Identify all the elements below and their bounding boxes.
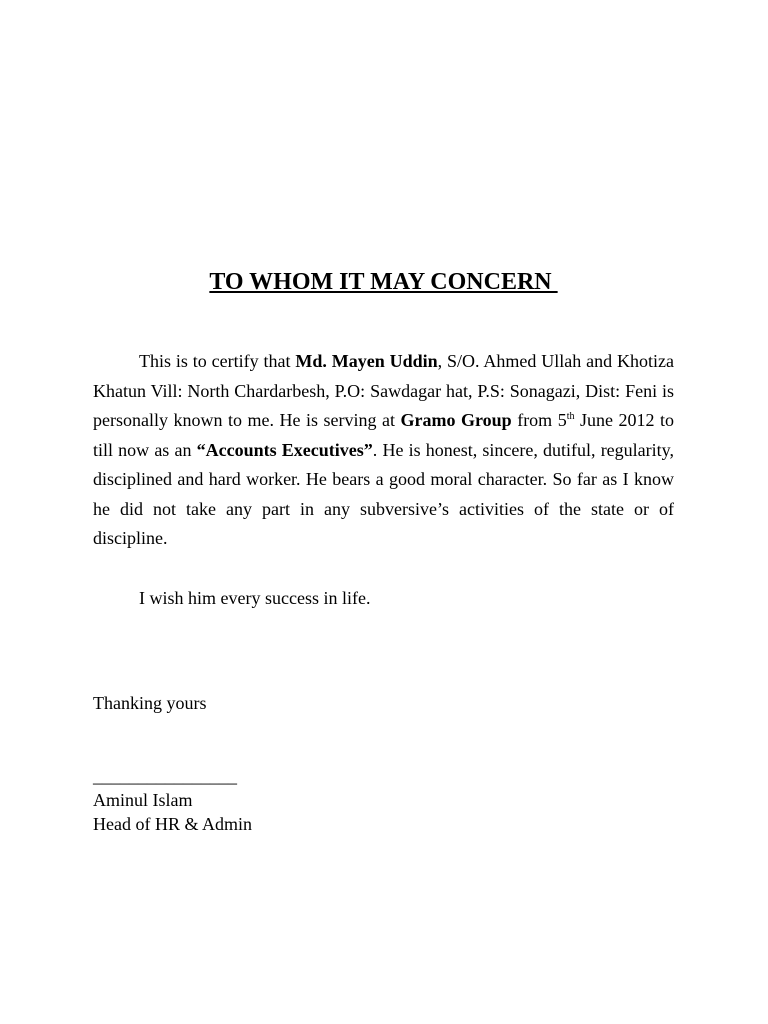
wish-text: I wish him every success in life. [139,588,371,608]
certificate-body [93,347,674,554]
letter-page [93,0,674,1024]
person-name: Md. Mayen Uddin [295,351,438,371]
closing-text: Thanking yours [93,693,207,713]
body-text-2: , S/O. Ahmed Ullah and Khotiza Khatun Vill: North Chardarbesh, P.O: Sawdagar hat, P.S: Sonagazi, Dist: Feni is personally known to me. He is serving at [93,351,674,430]
body-text-1: This is to certify that [139,351,296,371]
signature-line: ________________ [93,766,237,786]
company-name: Gramo Group [400,410,512,430]
ordinal-suffix: th [566,411,575,422]
letter-title: TO WHOM IT MAY CONCERN [209,269,558,295]
body-text-5: . He is honest, sincere, dutiful, regularity, disciplined and hard worker. He bears a good moral character. So far as I know he did not take any part in any subversive’s activities of the state or of discipline. [93,439,674,548]
signer-name: Aminul Islam [93,790,193,810]
body-text-3: from 5 [511,410,567,430]
body-text-4: June 2012 to till now as an [93,410,674,460]
job-position: “Accounts Executives” [196,439,373,460]
signer-title: Head of HR & Admin [93,814,252,834]
